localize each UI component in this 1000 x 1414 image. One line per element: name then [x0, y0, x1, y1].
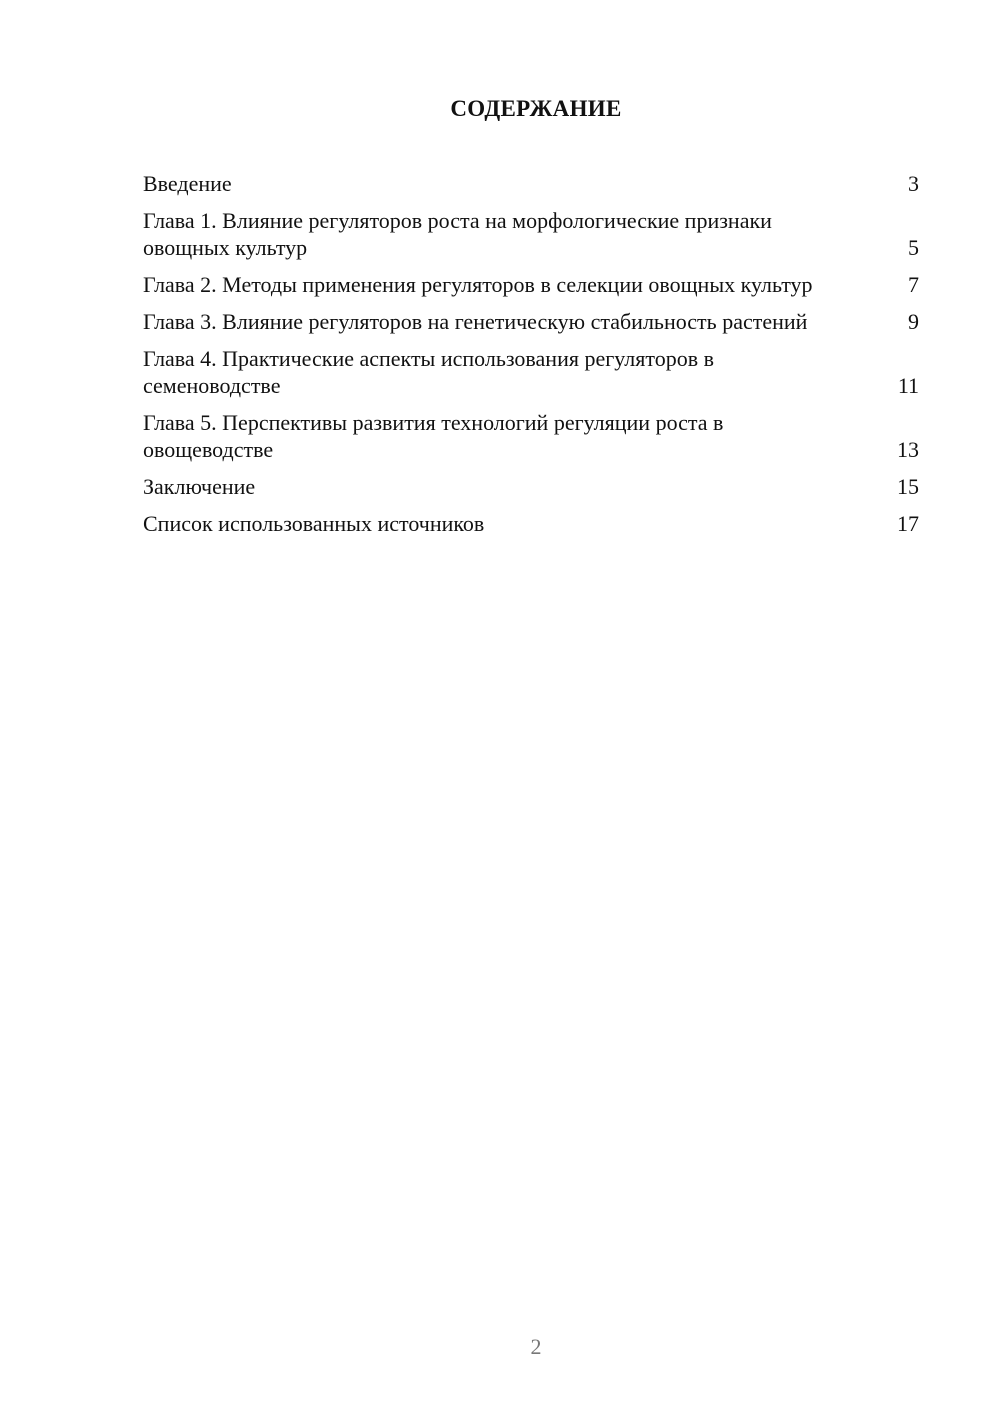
toc-entry-title: Глава 1. Влияние регуляторов роста на морфологические признаки овощных культур: [143, 208, 772, 260]
toc-entry-page: 13: [897, 437, 919, 462]
toc-entry: [143, 308, 919, 335]
toc-entry-title: Глава 5. Перспективы развития технологий регуляции роста в овощеводстве: [143, 410, 724, 462]
toc-entry: [143, 207, 919, 261]
toc-entry-page: 11: [897, 373, 919, 398]
page-number: 2: [530, 1334, 542, 1359]
toc-entry-page: 3: [908, 171, 919, 196]
toc-entry-page: 5: [908, 235, 919, 260]
toc-entry-page: 9: [908, 309, 919, 334]
toc-entry-title: Глава 3. Влияние регуляторов на генетическую стабильность растений: [143, 309, 808, 334]
toc-entry: [143, 170, 919, 197]
toc-entry-title: Введение: [143, 171, 232, 196]
toc-entry-title: Глава 4. Практические аспекты использования регуляторов в семеноводстве: [143, 346, 714, 398]
toc-entry: [143, 345, 919, 399]
toc-entry-page: 15: [897, 474, 919, 499]
toc-entry: [143, 409, 919, 463]
toc-entry-title: Глава 2. Методы применения регуляторов в селекции овощных культур: [143, 272, 813, 297]
toc-entry-page: 7: [908, 272, 919, 297]
toc-entry: [143, 510, 919, 537]
toc-entry-title: Заключение: [143, 474, 256, 499]
table-of-contents: [143, 170, 919, 547]
toc-entry: [143, 271, 919, 298]
toc-entry-title: Список использованных источников: [143, 511, 485, 536]
toc-entry-page: 17: [897, 511, 919, 536]
toc-heading: СОДЕРЖАНИЕ: [450, 96, 622, 121]
toc-entry: [143, 473, 919, 500]
